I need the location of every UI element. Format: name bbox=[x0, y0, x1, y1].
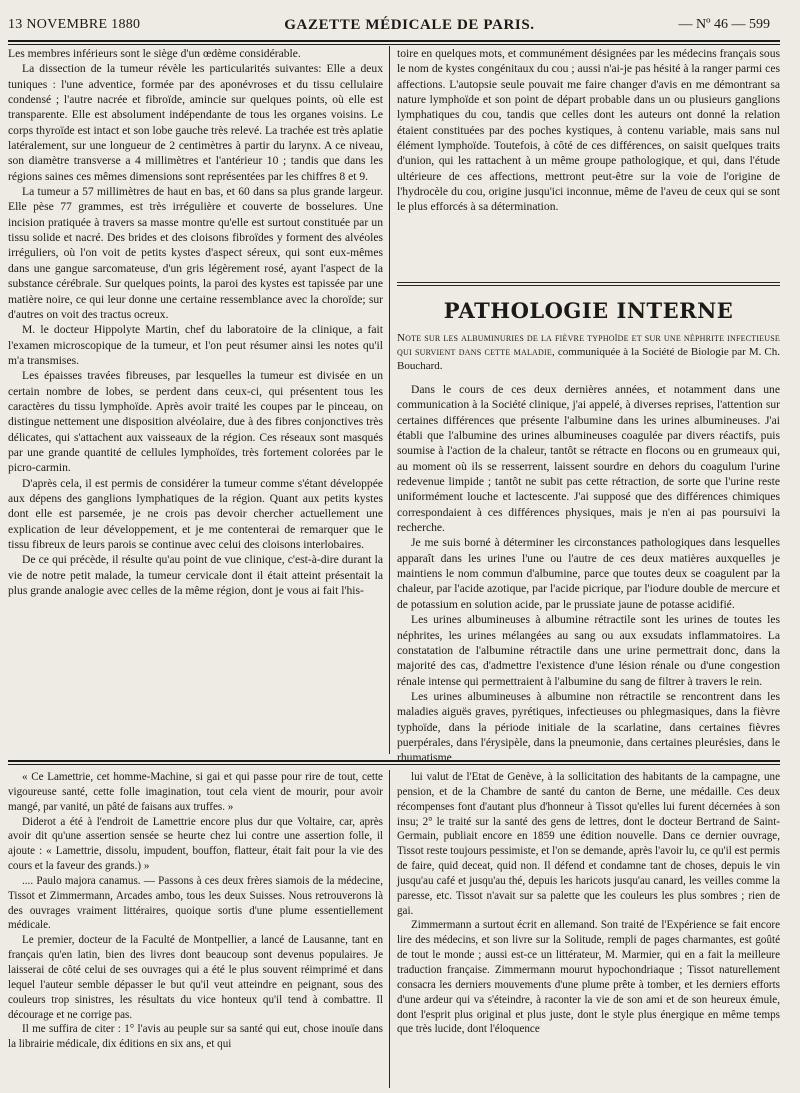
section-rule bbox=[397, 282, 780, 283]
paragraph: .... Paulo majora canamus. — Passons à ces deux frères siamois de la médecine, Tissot et Zimmermann, Arcades ambo, tous les deux Suisses. Nous retrouverons là des ouvrages vraiment littéraires, quoique sortis d'une plume essentiellement médicale. bbox=[8, 874, 383, 932]
issue-page-number: — Nº 46 — 599 bbox=[678, 17, 770, 32]
paragraph: Zimmermann a surtout écrit en allemand. Son traité de l'Expérience se fait encore lire des médecins, et son livre sur la Solitude, rempli de pages charmantes, est goûté de tout le monde ; aussi est-ce un littérateur, M. Marmier, qui en a fait la meilleure traduction française. Zimmermann mourut hypochondriaque ; Tissot naturellement consacra les derniers mouvements d'une plume prête à tomber, et les derniers efforts d'une ardeur qui va s'éteindre, à raconter la vie de son ami et de son heureux émule, dont l'esprit plus original et plus juste, dont le style plus énergique en même temps que très lucide, dont l'éloquence bbox=[397, 919, 780, 1036]
paragraph: lui valut de l'Etat de Genève, à la sollicitation des habitants de la campagne, une pension, et de la Chambre de santé du canton de Berne, une médaille. Ces deux récompenses font d'autant plus d'honneur à Tissot qu'elles lui furent décernées à son insu; 2° le traité sur la santé des gens de lettres, dont le docteur Bertrand de Saint-Germain, publiait encore en 1859 une édition nouvelle. Dans ce dernier ouvrage, Tissot reste toujours pessimiste, et l'on se demande, après l'avoir lu, ce qu'il est permis de faire, quid deceat, quid non. Il défend et condamne tant de choses, depuis le vin jusqu'au café et jusqu'au thé, depuis les haricots jusqu'au canard, les veilles comme la paresse, etc. Tissot n'avait sur sa palette que les couleurs les plus sombres ; rien de gai. bbox=[397, 771, 780, 917]
paragraph: Diderot a été à l'endroit de Lamettrie encore plus dur que Voltaire, car, après avoir dit qu'une assertion sensée se heurte chez lui contre une assertion folle, il ajoute : « Lamettrie, dissolu, impudent, bouffon, flatteur, était fait pour la vie des cours et la faveur des grands.) » bbox=[8, 815, 383, 873]
page-header bbox=[8, 12, 770, 38]
feuilleton-rule bbox=[8, 760, 780, 765]
section-title: PATHOLOGIE INTERNE bbox=[443, 298, 734, 323]
paragraph: Les membres inférieurs sont le siège d'un œdème considérable. bbox=[8, 47, 301, 60]
header-rule bbox=[8, 40, 780, 45]
column-divider bbox=[389, 770, 390, 1088]
paragraph: Le premier, docteur de la Faculté de Montpellier, a lancé de Lausanne, tant en français qu'en latin, bien des livres dont beaucoup sont devenus populaires. Je laisserai de côté celui de ses ouvrages qui a été le plus souvent réimprimé et dans lequel l'auteur semble dépasser le but qu'il veut atteindre en peignant, sous des couleurs trop sinistres, les résultats du vice honteux qu'il tend à combattre. Il décourage et ne corrige pas. bbox=[8, 934, 383, 1021]
section-rule bbox=[397, 285, 780, 286]
right-column-top bbox=[397, 46, 780, 276]
feuilleton-left-column bbox=[8, 770, 383, 1088]
paragraph: Je me suis borné à déterminer les circonstances pathologiques dans lesquelles apparaît dans les urines l'une ou l'autre de ces deux matières auxquelles je maintiens le nom commun d'albumine, parce que toutes deux se coagulent par la chaleur, par l'acide azotique, par l'acide picrique, par l'iodure double de mercure et de potassium en solution acide, par le prussiate jaune de potasse acidifié. bbox=[397, 536, 780, 611]
left-column bbox=[8, 46, 383, 754]
paragraph: De ce qui précède, il résulte qu'au point de vue clinique, c'est-à-dire durant la vie de notre petit malade, la tumeur cervicale dont il était atteint présentait la plus grande analogie avec celles de la même région, dont je vous ai fait l'his- bbox=[8, 553, 383, 598]
paragraph: Il me suffira de citer : 1° l'avis au peuple sur sa santé qui eut, chose inouïe dans la librairie médicale, dix éditions en six ans, et qui bbox=[8, 1023, 383, 1051]
note-heading bbox=[397, 331, 780, 373]
paragraph: M. le docteur Hippolyte Martin, chef du laboratoire de la clinique, a fait l'examen microscopique de la tumeur, et l'on peut résumer ainsi les notes qu'il m'a transmises. bbox=[8, 323, 383, 367]
issue-date: 13 NOVEMBRE 1880 bbox=[8, 17, 141, 32]
right-column-body bbox=[397, 382, 780, 765]
note-attribution: communiquée à la Société de Biologie par M. Ch. Bouchard. bbox=[397, 346, 780, 372]
paragraph: Dans le cours de ces deux dernières années, et notamment dans une communication à la Société clinique, j'ai appelé, à diverses reprises, l'attention sur certaines différences que présente l'albumine dans les urines albumineuses. J'ai établi que l'albumine des urines albumineuses coagulée par divers réactifs, puis soumise à l'action de la chaleur, tantôt se rétracte en flocons ou en grumeaux qui, au moment où ils se resserrent, laissent sourdre en dehors du coagulum l'urine redevenue limpide ; tantôt ne subit pas cette rétraction, de sorte que l'urine reste uniformément louche et lactescente. J'ai supposé que des différences chimiques correspondaient à ces différences physiques, mais je n'en ai pas poursuivi la recherche. bbox=[397, 383, 780, 535]
paragraph: La dissection de la tumeur révèle les particularités suivantes: Elle a deux tuniques : l'une adventice, formée par des aponévroses et du tissu cellulaire condensé ; l'autre nacrée et fibroïde, amincie sur quelques points, où elle est transparente. Elle est absolument indépendante de tous les organes voisins. Le corps thyroïde est intact et son lobe gauche très relevé. La trachée est très aplatie latéralement, sur une longueur de 2 centimètres à partir du larynx. A ce niveau, son diamètre transverse a 4 millimètres et l'antérieur 10 ; tandis que dans les régions saines ces mêmes dimensions sont représentées par les chiffres 8 et 9. bbox=[8, 62, 383, 183]
note-title: Note sur les albuminuries de la fièvre typhoïde et sur une néphrite infectieuse qui survient dans cette maladie, bbox=[397, 332, 780, 358]
paragraph: Les urines albumineuses à albumine non rétractile se rencontrent dans les maladies aiguës graves, pyrétiques, infectieuses ou phlegmasiques, dans la fièvre typhoïde, dans la période initiale de la scarlatine, dans certaines fièvres puerpérales, dans l'érysipèle, dans la pneumonie, dans certaines pleurésies, dans le rhumatisme bbox=[397, 689, 780, 765]
paragraph: La tumeur a 57 millimètres de haut en bas, et 60 dans sa plus grande largeur. Elle pèse 77 grammes, est très irrégulière et couverte de bosselures. Une incision pratiquée à travers sa masse montre qu'elle est surtout constituée par un tissu solide et nacré. Des brides et des cloisons fibroïdes y forment des alvéoles irréguliers, où l'on voit de petits kystes d'aspect séreux, qui sont eux-mêmes dans une gangue sarcomateuse, d'un gris légèrement rosé, ayant l'aspect de la substance cérébrale. Sur quelques points, la paroi des kystes est tapissée par une matière noire, ce qui leur donne une certaine ressemblance avec la choroïde; sur d'autres on voit des tractus ocreux. bbox=[8, 185, 383, 321]
column-divider bbox=[389, 46, 390, 754]
paragraph: Les épaisses travées fibreuses, par lesquelles la tumeur est divisée en un certain nombre de lobes, se perdent dans ceux-ci, qui présentent tous les caractères du tissu lymphoïde. Après avoir traité les coupes par le pinceau, on distingue nettement une disposition alvéolaire, due à des fibres conjonctives très délicates, qui s'attachent aux vaisseaux de la région. Ces réseaux sont masqués par une grande quantité de cellules lymphoïdes, très fortement colorées par le picro-carmin. bbox=[8, 369, 383, 475]
feuilleton-right-column bbox=[397, 770, 780, 1088]
paragraph: toire en quelques mots, et communément désignées par les médecins français sous le nom de kystes congénitaux du cou ; aussi n'ai-je pas hésité à la ranger parmi ces affections. L'autopsie seule pouvait me faire changer d'avis en me démontrant sa nature lymphoïde et son point de départ probable dans un ou plusieurs ganglions lymphatiques du cou, tandis que celles dont les auteurs ont donné la relation étaient constituées par des poches kystiques, à contenu variable, mais sans nul élément lymphoïde. Toutefois, à côté de ces différences, on saisit quelques traits d'union, qui les rattachent à un même groupe pathologique, et qui, dans l'étude ultérieure de ces affections, mettront peut-être sur la voie de l'origine de l'hydrocèle du cou, origine jusqu'ici inconnue, même de l'aveu de ceux qui se sont le plus efforcés à sa détermination. bbox=[397, 47, 780, 214]
paragraph: Les urines albumineuses à albumine rétractile sont les urines de toutes les néphrites, les urines mélangées au sang ou aux exsudats inflammatoires. La constatation de l'albumine rétractile dans une urine permettrait donc, dans la majorité des cas, d'admettre l'existence d'une lésion rénale ou d'une congestion rénale intense qui permettraient à l'albumine du sang de filtrer à travers le rein. bbox=[397, 613, 780, 688]
paragraph: « Ce Lamettrie, cet homme-Machine, si gai et qui passe pour rire de tout, cette vigoureuse santé, cette folle imagination, tout cela vient de mourir, pour avoir mangé, par vanité, un pâté de faisans aux truffes. » bbox=[8, 771, 383, 813]
paragraph: D'après cela, il est permis de considérer la tumeur comme s'étant développée aux dépens des ganglions lymphatiques de la région. Quant aux petits kystes dont elle est parsemée, je ne crois pas devoir chercher actuellement une explication de leur développement, et je me contenterai de remarquer que le tissu fibreux de leurs parois se continue avec celui des cloisons interlobaires. bbox=[8, 476, 383, 551]
journal-title: GAZETTE MÉDICALE DE PARIS. bbox=[284, 16, 535, 33]
